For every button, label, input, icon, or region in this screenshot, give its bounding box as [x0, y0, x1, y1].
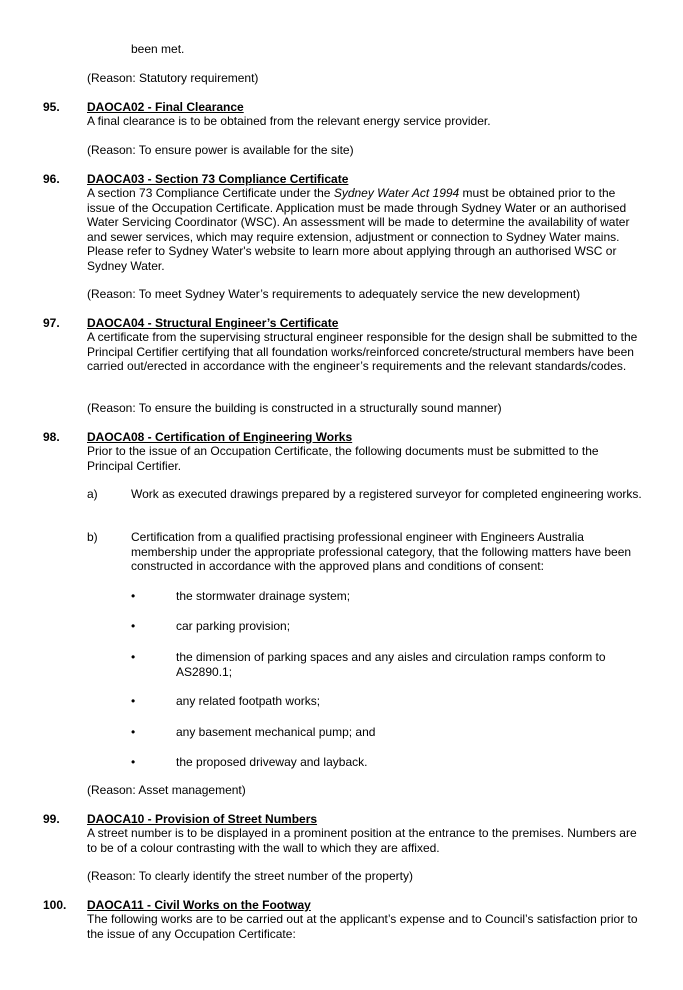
condition-body: A certificate from the supervising structural engineer responsible for the design shall be submitted to the Principal Certifier certifying that all foundation works/reinforced concrete/structural members have been carried out/erected in accordance with the engineer’s requirements and the relevant standards/codes.	[87, 330, 638, 374]
act-name: Sydney Water Act 1994	[333, 186, 460, 200]
condition-number: 96.	[43, 172, 60, 186]
bullet-icon: •	[131, 589, 136, 603]
condition-number: 98.	[43, 430, 60, 444]
bullet-icon: •	[131, 650, 136, 664]
item-b-text: Certification from a qualified practising professional engineer with Engineers Australia membership under the appropriate professional category, that the following matters have been constructed in accordance with the approved plans and conditions of consent:	[131, 530, 632, 574]
condition-reason: (Reason: To meet Sydney Water’s requirements to adequately service the new development)	[87, 287, 581, 301]
bullet-item: any related footpath works;	[176, 694, 321, 708]
bullet-item: any basement mechanical pump; and	[176, 725, 376, 739]
condition-reason: (Reason: To clearly identify the street number of the property)	[87, 869, 413, 883]
bullet-icon: •	[131, 725, 136, 739]
bullet-icon: •	[131, 694, 136, 708]
condition-title: DAOCA10 - Provision of Street Numbers	[87, 812, 318, 826]
bullet-item: car parking provision;	[176, 619, 291, 633]
condition-title: DAOCA03 - Section 73 Compliance Certificate	[87, 172, 349, 186]
reason-statutory: (Reason: Statutory requirement)	[87, 71, 259, 85]
condition-reason: (Reason: Asset management)	[87, 783, 246, 797]
condition-number: 99.	[43, 812, 60, 826]
condition-title: DAOCA11 - Civil Works on the Footway	[87, 898, 311, 912]
condition-title: DAOCA04 - Structural Engineer’s Certificate	[87, 316, 339, 330]
item-a-text: Work as executed drawings prepared by a registered surveyor for completed engineering works.	[131, 487, 642, 501]
condition-title: DAOCA08 - Certification of Engineering Works	[87, 430, 353, 444]
bullet-item: the dimension of parking spaces and any aisles and circulation ramps conform to AS2890.1;	[176, 650, 606, 679]
bullet-item: the stormwater drainage system;	[176, 589, 351, 603]
condition-number: 95.	[43, 100, 60, 114]
condition-body: Prior to the issue of an Occupation Certificate, the following documents must be submitted to the Principal Certifier.	[87, 444, 599, 473]
condition-body: A street number is to be displayed in a prominent position at the entrance to the premises. Numbers are to be of a colour contrasting with the wall to which they are affixed.	[87, 826, 637, 855]
item-b-label: b)	[87, 530, 98, 544]
item-a-label: a)	[87, 487, 98, 501]
condition-body: A final clearance is to be obtained from the relevant energy service provider.	[87, 114, 491, 128]
body-text: A section 73 Compliance Certificate under the	[87, 186, 334, 200]
bullet-icon: •	[131, 755, 136, 769]
continued-text: been met.	[131, 42, 185, 56]
bullet-icon: •	[131, 619, 136, 633]
condition-body: The following works are to be carried out at the applicant’s expense and to Council’s satisfaction prior to the issue of any Occupation Certificate:	[87, 912, 638, 941]
condition-body	[87, 186, 643, 274]
condition-number: 100.	[43, 898, 67, 912]
bullet-item: the proposed driveway and layback.	[176, 755, 368, 769]
condition-title: DAOCA02 - Final Clearance	[87, 100, 244, 114]
condition-reason: (Reason: To ensure the building is constructed in a structurally sound manner)	[87, 401, 502, 415]
condition-number: 97.	[43, 316, 60, 330]
body-text: must be obtained prior to the issue of the Occupation Certificate. Application must be made through Sydney Water or an authorised Water Servicing Coordinator (WSC). An assessment will be made to determine the availability of water and sewer services, which may require extension, adjustment or connection to Sydney Water mains. Please refer to Sydney Water's website to learn more about applying through an authorised WSC or Sydney Water.	[87, 186, 630, 273]
condition-reason: (Reason: To ensure power is available for the site)	[87, 143, 354, 157]
